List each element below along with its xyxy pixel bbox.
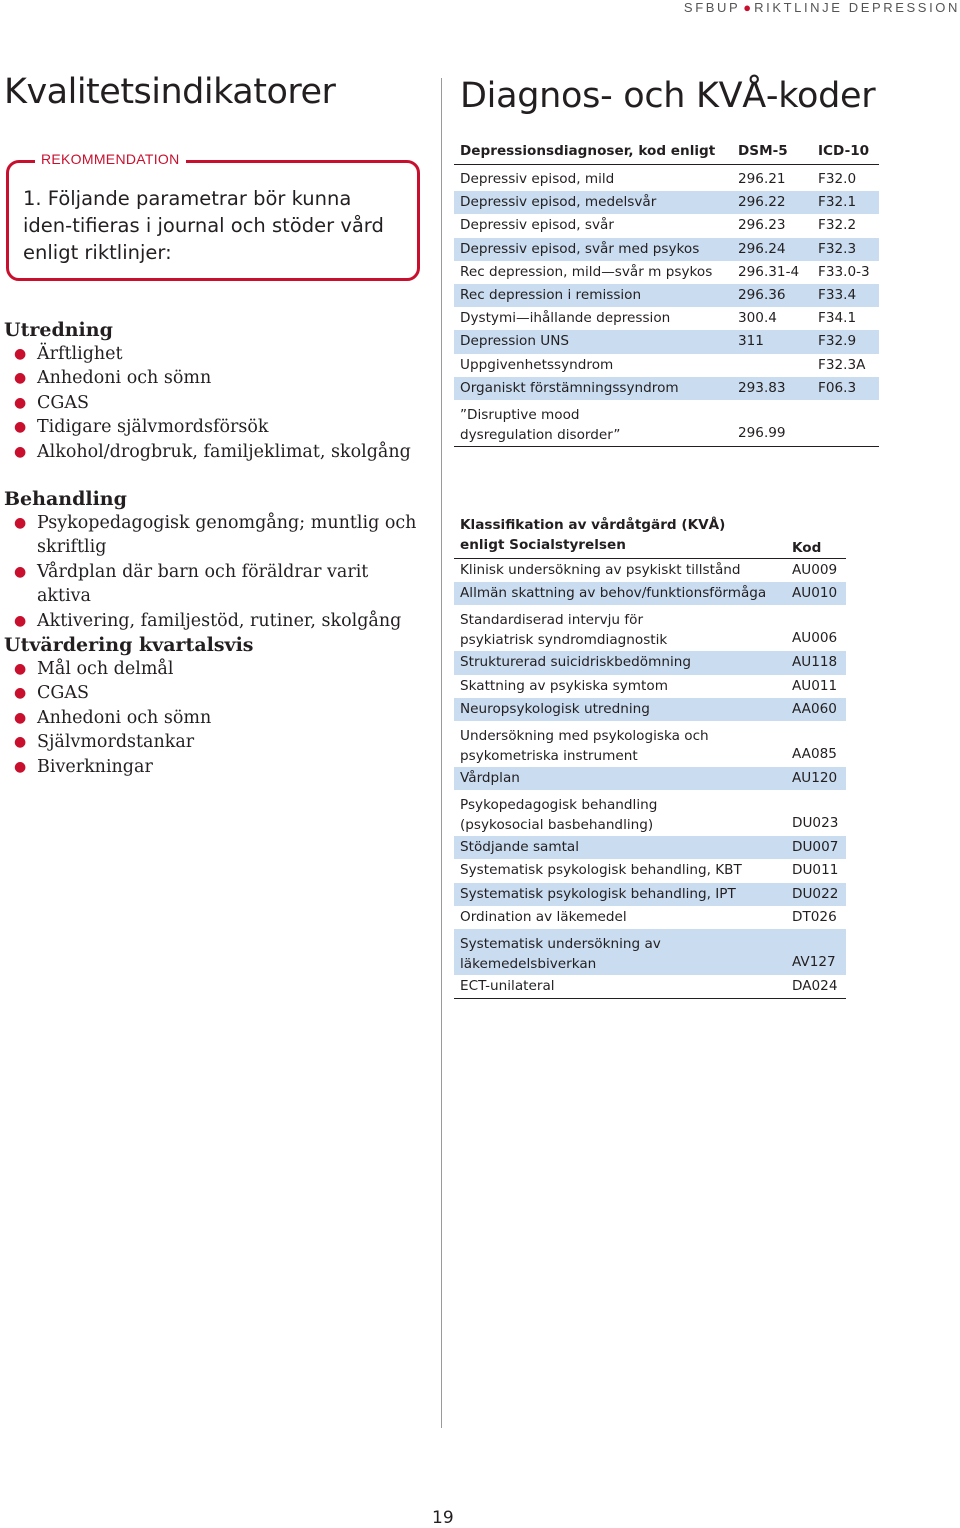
kva-table	[454, 512, 846, 999]
table-row	[454, 906, 846, 929]
table-row	[454, 238, 879, 261]
icd-code: F33.0-3	[818, 263, 870, 280]
column-header-kod: Kod	[792, 540, 822, 556]
bullet-icon: ●	[14, 709, 27, 726]
kva-code: DU023	[792, 815, 839, 832]
column-header-diagnosis: Depressionsdiagnoser, kod enligt	[460, 143, 716, 159]
recommendation-box	[6, 151, 420, 281]
table-row	[454, 214, 879, 237]
dsm-code: 296.36	[738, 286, 786, 303]
kva-code: DU022	[792, 885, 839, 902]
table-row	[454, 859, 846, 882]
bullet-icon: ●	[14, 346, 27, 362]
table-row	[454, 883, 846, 906]
kva-rows	[454, 559, 846, 998]
table-row	[454, 330, 879, 353]
table-header-row	[454, 512, 846, 559]
kva-name: Neuropsykologisk utredning	[460, 700, 650, 717]
kva-code: AA060	[792, 700, 837, 717]
dsm-code: 300.4	[738, 310, 777, 327]
dsm-code: 296.31-4	[738, 263, 800, 280]
kva-code: AU011	[792, 677, 838, 694]
diagnosis-name: ”Disruptive mood dysregulation disorder”	[460, 406, 621, 443]
kva-code: AU118	[792, 654, 838, 671]
bullet-icon: ●	[14, 515, 27, 531]
kva-code: AU010	[792, 585, 838, 602]
diagnosis-name: Dystymi—ihållande depression	[460, 310, 671, 327]
list-item: ● Alkohol/drogbruk, familjeklimat, skolgång	[4, 440, 424, 464]
dsm-code: 296.24	[738, 240, 786, 257]
bullet-list	[4, 657, 424, 779]
list-item: ● Anhedoni och sömn	[4, 366, 424, 390]
icd-code: F34.1	[818, 310, 857, 327]
bullet-icon: ●	[14, 612, 27, 629]
table-row	[454, 605, 846, 651]
table-row	[454, 836, 846, 859]
section-heading: Utvärdering kvartalsvis	[4, 634, 254, 656]
kva-code: DA024	[792, 977, 838, 994]
table-row	[454, 698, 846, 721]
table-row	[454, 261, 879, 284]
list-item: ● Biverkningar	[4, 755, 424, 779]
diagnosis-name: Depressiv episod, medelsvår	[460, 194, 657, 211]
list-item: ● Psykopedagogisk genomgång; muntlig och skriftlig	[14, 513, 417, 558]
kva-name: Undersökning med psykologiska och psykometriska instrument	[460, 727, 709, 764]
kva-name: Systematisk undersökning av läkemedelsbiverkan	[460, 935, 661, 972]
list-item: ● Aktivering, familjestöd, rutiner, skolgång	[4, 609, 424, 633]
table-row	[454, 721, 846, 767]
column-divider	[441, 78, 442, 1428]
diagnosis-name: Rec depression i remission	[460, 286, 642, 303]
section-utvardering	[4, 633, 424, 779]
bullet-icon: ●	[14, 661, 27, 677]
page-number: 19	[432, 1508, 454, 1528]
diagnosis-name: Rec depression, mild—svår m psykos	[460, 263, 713, 280]
icd-code: F32.9	[818, 333, 857, 350]
table-row	[454, 767, 846, 790]
table-row	[454, 168, 879, 191]
kva-name: Allmän skattning av behov/funktionsförmåga	[460, 585, 767, 602]
bullet-icon: ●	[14, 685, 27, 702]
icd-code: F33.4	[818, 286, 857, 303]
column-header-klassifikation: Klassifikation av vårdåtgärd (KVÅ) enligt Socialstyrelsen	[460, 517, 726, 553]
diagnosis-table	[454, 140, 879, 447]
section-utredning	[4, 318, 424, 464]
column-header-dsm: DSM-5	[738, 143, 788, 159]
table-row	[454, 377, 879, 400]
kva-name: Standardiserad intervju för psykiatrisk syndromdiagnostik	[460, 612, 668, 649]
dsm-code: 296.23	[738, 217, 786, 234]
diagnosis-name: Depressiv episod, svår	[460, 217, 614, 234]
dsm-code: 296.21	[738, 171, 786, 187]
list-item: ● Vårdplan där barn och föräldrar varit aktiva	[14, 561, 369, 607]
kva-name: Systematisk psykologisk behandling, IPT	[460, 885, 736, 902]
diagnosis-name: Uppgivenhetssyndrom	[460, 356, 614, 373]
diagnosis-name: Depressiv episod, svår med psykos	[460, 240, 700, 257]
kva-code: AV127	[792, 953, 836, 970]
bullet-icon: ●	[14, 758, 27, 775]
icd-code: F32.1	[818, 194, 857, 211]
section-heading: Utredning	[4, 319, 113, 341]
list-item: ● Tidigare självmordsförsök	[4, 415, 424, 439]
kva-code: AU120	[792, 769, 838, 786]
kva-code: DU007	[792, 839, 839, 856]
icd-code: F06.3	[818, 379, 857, 396]
table-row	[454, 675, 846, 698]
table-rule	[454, 446, 879, 447]
bullet-icon: ●	[14, 394, 27, 411]
table-row	[454, 559, 846, 582]
diagnosis-name: Depressiv episod, mild	[460, 171, 615, 187]
bullet-icon: ●	[14, 419, 27, 436]
diagnosis-name: Depression UNS	[460, 333, 570, 350]
kva-name: ECT-unilateral	[460, 977, 555, 994]
table-row	[454, 975, 846, 998]
column-header-icd: ICD-10	[818, 143, 870, 159]
list-item: ● CGAS	[4, 391, 424, 415]
table-row	[454, 284, 879, 307]
section-heading: Behandling	[4, 488, 127, 510]
table-row	[454, 307, 879, 330]
table-row	[454, 354, 879, 377]
table-header-row	[454, 140, 879, 165]
section-behandling	[4, 487, 424, 633]
bullet-dot-icon: ●	[743, 0, 752, 15]
kva-name: Strukturerad suicidriskbedömning	[460, 654, 691, 671]
dsm-code: 296.99	[738, 424, 786, 441]
table-row	[454, 582, 846, 605]
bullet-icon: ●	[14, 563, 27, 580]
dsm-code: 296.22	[738, 194, 786, 211]
table-rule	[454, 998, 846, 999]
icd-code: F32.2	[818, 217, 857, 234]
bullet-list	[4, 342, 424, 464]
bullet-icon: ●	[14, 370, 27, 387]
kva-name: Vårdplan	[460, 769, 520, 786]
icd-code: F32.3A	[818, 356, 866, 373]
header-left: SFBUP	[683, 0, 741, 15]
kva-code: AA085	[792, 745, 837, 762]
kva-code: AU009	[792, 562, 838, 578]
bullet-list	[4, 511, 424, 633]
recommendation-text: 1. Följande parametrar bör kunna iden-tifieras i journal och stöder vård enligt riktlinjer:	[23, 187, 384, 264]
page-title-left: Kvalitetsindikatorer	[4, 72, 336, 112]
kva-name: Klinisk undersökning av psykiskt tillstånd	[460, 562, 741, 578]
table-row	[454, 191, 879, 214]
kva-name: Skattning av psykiska symtom	[460, 677, 668, 694]
diagnosis-name: Organiskt förstämningssyndrom	[460, 379, 679, 396]
kva-code: DT026	[792, 908, 837, 925]
kva-name: Ordination av läkemedel	[460, 908, 627, 925]
recommendation-label: REKOMMENDATION	[35, 151, 186, 167]
icd-code: F32.0	[818, 171, 857, 187]
bullet-icon: ●	[14, 443, 27, 460]
icd-code: F32.3	[818, 240, 857, 257]
table-row	[454, 929, 846, 975]
list-item: ● Ärftlighet	[4, 342, 424, 366]
kva-name: Psykopedagogisk behandling (psykosocial basbehandling)	[460, 797, 658, 834]
dsm-code: 311	[738, 333, 764, 350]
table-row	[454, 400, 879, 446]
list-item: ● Mål och delmål	[4, 657, 424, 681]
list-item: ● Anhedoni och sömn	[4, 706, 424, 730]
kva-name: Stödjande samtal	[460, 839, 580, 856]
table-row	[454, 651, 846, 674]
diagnosis-rows	[454, 168, 879, 446]
header-right: RIKTLINJE DEPRESSION	[754, 0, 960, 15]
kva-code: AU006	[792, 630, 838, 647]
list-item: ● CGAS	[4, 681, 424, 705]
table-row	[454, 790, 846, 836]
kva-name: Systematisk psykologisk behandling, KBT	[460, 862, 742, 879]
running-header	[684, 0, 960, 14]
bullet-icon: ●	[14, 734, 27, 751]
page-title-right: Diagnos- och KVÅ-koder	[460, 76, 876, 116]
kva-code: DU011	[792, 862, 839, 879]
dsm-code: 293.83	[738, 379, 786, 396]
list-item: ● Självmordstankar	[4, 730, 424, 754]
